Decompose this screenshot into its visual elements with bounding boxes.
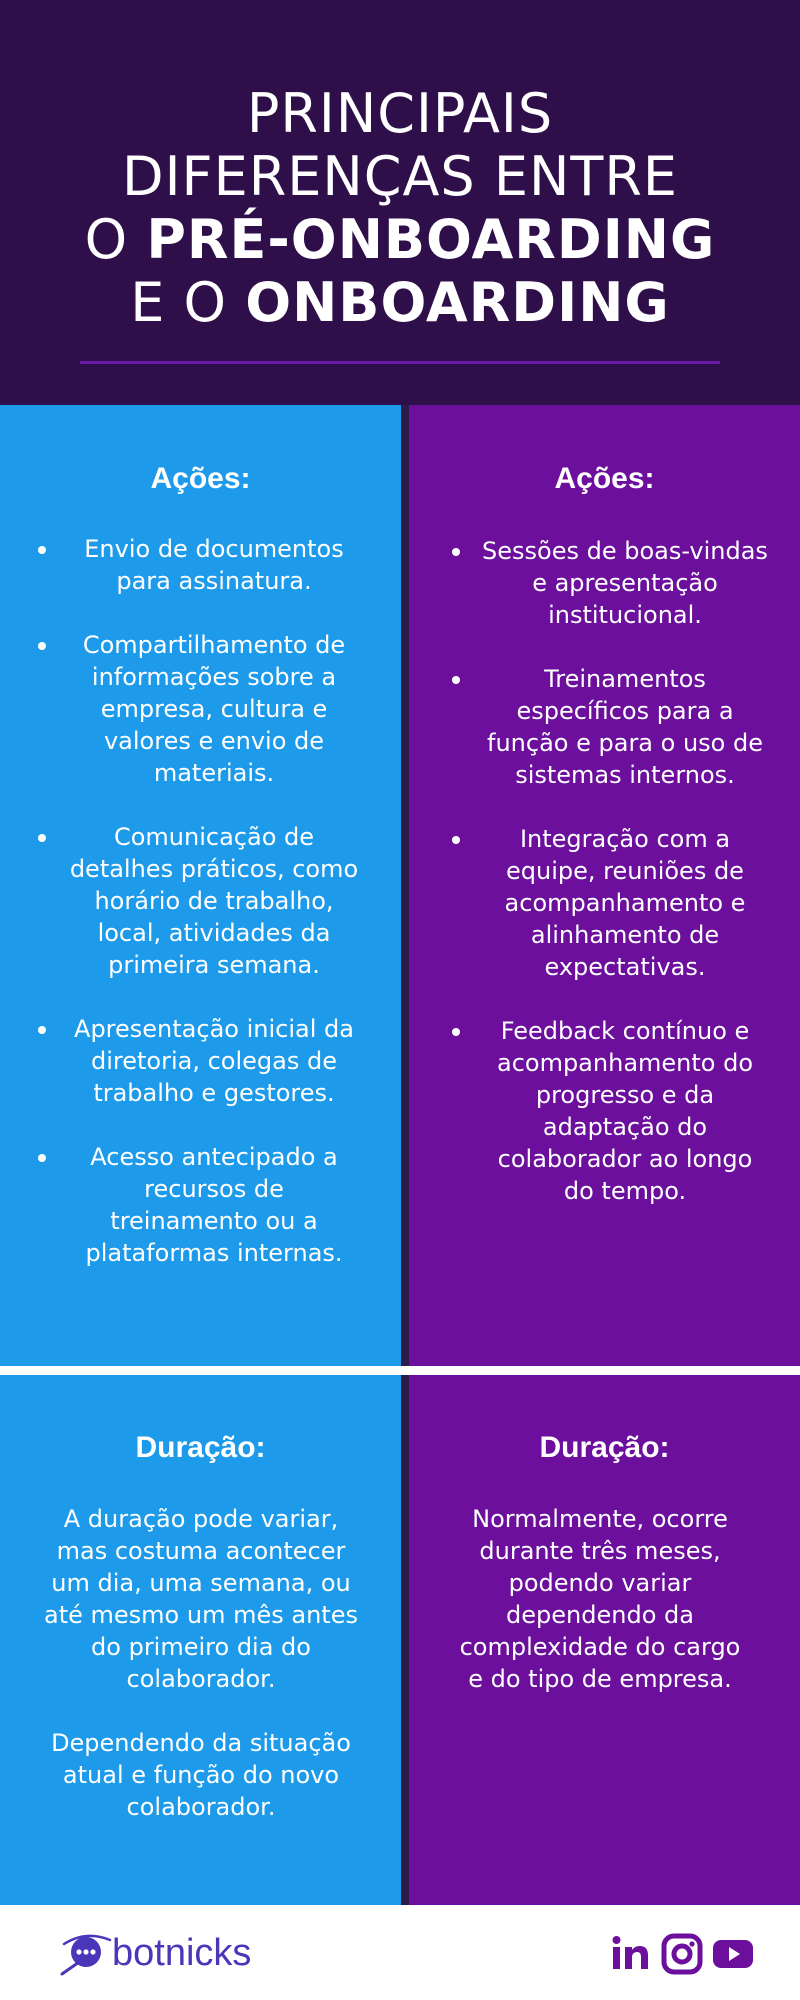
list-item-text: Treinamentos específicos para a função e para o uso de sistemas internos. — [487, 665, 763, 789]
list-item-text: Comunicação de detalhes práticos, como horário de trabalho, local, atividades da primeira semana. — [69, 823, 359, 979]
title-line-4 — [0, 271, 800, 334]
bullet-icon — [452, 836, 460, 844]
list-item-text: Integração com a equipe, reuniões de acompanhamento e alinhamento de expectativas. — [504, 825, 746, 981]
onboarding-actions-list — [482, 535, 768, 1239]
list-item — [68, 629, 360, 789]
title-line-1: PRINCIPAIS — [246, 82, 554, 145]
list-item — [482, 535, 768, 631]
section-divider — [0, 1366, 800, 1375]
pre-onboarding-actions-heading: Ações: — [150, 462, 251, 495]
bullet-icon — [38, 1026, 46, 1034]
pre-onboarding-duration-heading: Duração: — [135, 1431, 266, 1464]
list-item-text: Feedback contínuo e acompanhamento do progresso e da adaptação do colaborador ao longo do tempo. — [496, 1017, 754, 1205]
linkedin-icon[interactable] — [610, 1933, 652, 1975]
list-item — [68, 821, 360, 981]
instagram-icon[interactable] — [661, 1933, 703, 1975]
column-separator — [401, 405, 409, 1905]
title-line-2: DIFERENÇAS ENTRE — [122, 145, 678, 208]
header — [0, 0, 800, 405]
list-item — [68, 1141, 360, 1269]
title-pre-onboarding: PRÉ-ONBOARDING — [146, 208, 716, 271]
bullet-icon — [38, 546, 46, 554]
list-item — [482, 663, 768, 791]
bullet-icon — [38, 834, 46, 842]
onboarding-actions-heading: Ações: — [554, 462, 655, 495]
pre-onboarding-duration-text: A duração pode variar, mas costuma acontecer um dia, uma semana, ou até mesmo um mês antes do primeiro dia do colaborador. — [44, 1505, 358, 1693]
bullet-icon — [38, 642, 46, 650]
list-item-text: Acesso antecipado a recursos de treinamento ou a plataformas internas. — [85, 1143, 343, 1267]
title-divider — [80, 361, 720, 364]
list-item — [68, 533, 360, 597]
footer — [0, 1905, 800, 2000]
list-item — [482, 823, 768, 983]
bullet-icon — [38, 1154, 46, 1162]
list-item — [482, 1015, 768, 1207]
bullet-icon — [452, 548, 460, 556]
logo-mark-icon — [60, 1930, 116, 1980]
title-line-3 — [0, 208, 800, 271]
list-item-text: Apresentação inicial da diretoria, colegas de trabalho e gestores. — [74, 1015, 354, 1107]
list-item-text: Envio de documentos para assinatura. — [84, 535, 344, 595]
logo-text: botnicks — [112, 1932, 252, 1974]
title-onboarding: ONBOARDING — [245, 271, 670, 334]
list-item — [68, 1013, 360, 1109]
list-item-text: Sessões de boas-vindas e apresentação institucional. — [482, 537, 768, 629]
bullet-icon — [452, 676, 460, 684]
title-line-3-prefix: O — [84, 208, 147, 271]
onboarding-duration-text: Normalmente, ocorre durante três meses, podendo variar dependendo da complexidade do cargo e do tipo de empresa. — [459, 1505, 741, 1693]
youtube-icon[interactable] — [712, 1933, 754, 1975]
page-title — [0, 82, 800, 334]
botnicks-logo[interactable] — [60, 1930, 290, 1980]
list-item-text: Compartilhamento de informações sobre a empresa, cultura e valores e envio de materiais. — [82, 631, 346, 787]
pre-onboarding-duration-note: Dependendo da situação atual e função do novo colaborador. — [51, 1729, 351, 1821]
pre-onboarding-actions-list — [68, 533, 360, 1301]
bullet-icon — [452, 1028, 460, 1036]
onboarding-duration-heading: Duração: — [539, 1431, 670, 1464]
title-line-4-prefix: E O — [130, 271, 246, 334]
